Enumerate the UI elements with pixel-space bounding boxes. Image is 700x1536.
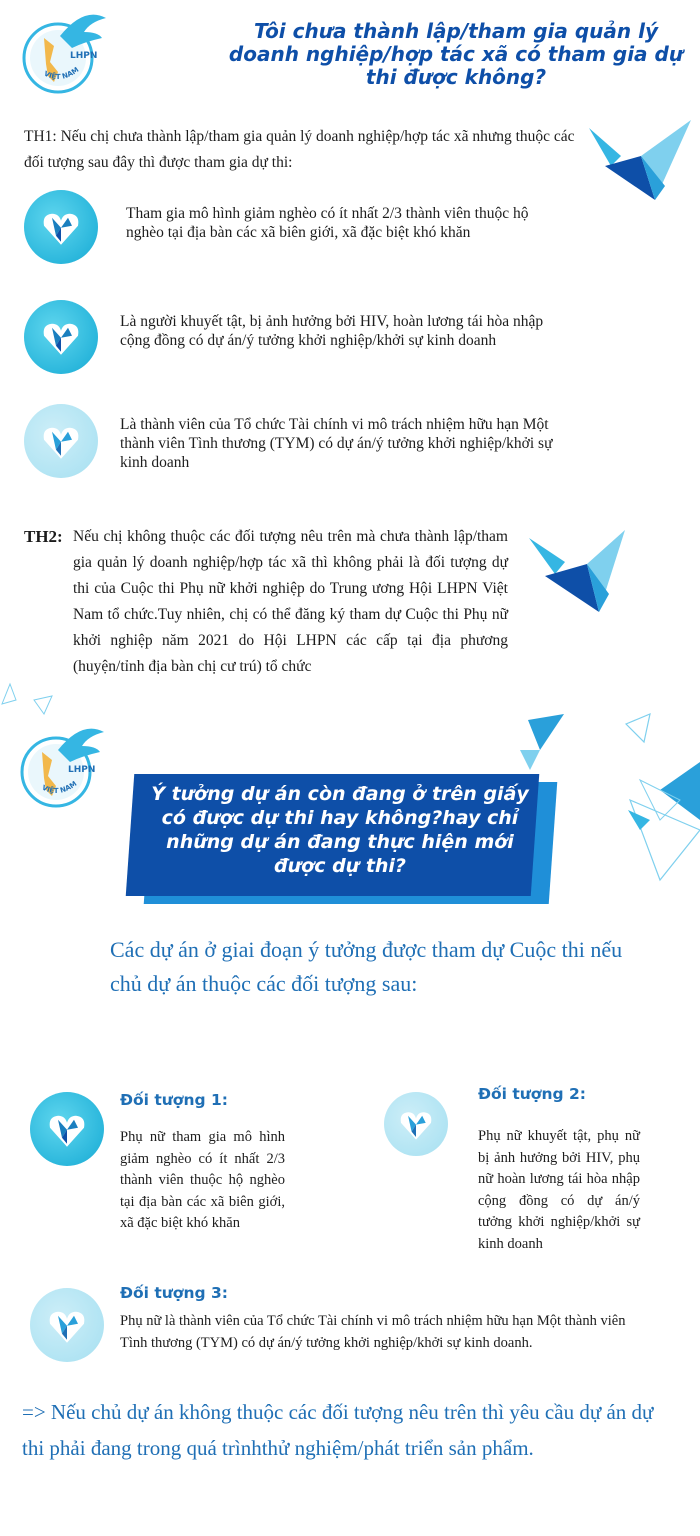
heart-badge-icon [24,404,98,478]
svg-text:LHPN: LHPN [68,765,96,775]
target-text: Phụ nữ là thành viên của Tổ chức Tài chính vi mô trách nhiệm hữu hạn Một thành viên Tình thương (TYM) có dự án/ý tưởng khởi nghiệp/khởi sự kinh doanh. [120,1313,626,1351]
target-text: Phụ nữ tham gia mô hình giảm nghèo có ít nhất 2/3 thành viên thuộc hộ nghèo tại địa bàn các xã biên giới, xã đặc biệt khó khăn [120,1129,285,1231]
heart-badge-icon [30,1092,104,1166]
list-item: Là thành viên của Tổ chức Tài chính vi mô trách nhiệm hữu hạn Một thành viên Tình thương (TYM) có dự án/ý tưởng khởi nghiệp/khởi sự kinh doanh [120,416,553,471]
lhpn-logo [12,720,108,816]
banner-line: có được dự thi hay không?hay chỉ [161,807,519,829]
target-title: Đối tượng 3: [120,1284,228,1302]
target-title: Đối tượng 1: [120,1091,228,1109]
list-item: Tham gia mô hình giảm nghèo có ít nhất 2/3 thành viên thuộc hộ nghèo tại địa bàn các xã biên giới, xã đặc biệt khó khăn [126,205,529,241]
th1-paragraph: TH1: Nếu chị chưa thành lập/tham gia quản lý doanh nghiệp/hợp tác xã nhưng thuộc các đối tượng sau đây thì được tham gia dự thi: [24,128,575,171]
th2-paragraph: Nếu chị không thuộc các đối tượng nêu trên mà chưa thành lập/tham gia quản lý doanh nghiệp/hợp tác xã thì không phải là đối tượng dự thi của Cuộc thi Phụ nữ khởi nghiệp do Trung ương Hội LHPN Việt Nam tổ chức.Tuy nhiên, chị có thể đăng ký tham dự Cuộc thi Phụ nữ khởi nghiệp năm 2021 do Hội LHPN các cấp tại địa phương (huyện/tỉnh địa bàn chị cư trú) tổ chức [73,528,508,675]
list-item: Là người khuyết tật, bị ảnh hưởng bởi HIV, hoàn lương tái hòa nhập cộng đồng có dự án/ý tưởng khởi nghiệp/khởi sự kinh doanh [120,313,544,349]
target-text: Phụ nữ khuyết tật, phụ nữ bị ảnh hưởng bởi HIV, phụ nữ hoàn lương tái hòa nhập cộng đồng có dự án/ý tưởng khởi nghiệp/khởi sự kinh doanh [478,1128,640,1252]
origami-bird-icon [525,528,635,618]
banner-line: Ý tưởng dự án còn đang ở trên giấy [151,783,529,805]
question-banner [130,774,550,906]
lhpn-logo [14,6,110,102]
heart-badge-icon [24,300,98,374]
heart-badge-icon [24,190,98,264]
banner-line: được dự thi? [274,855,406,877]
th2-label: TH2: [24,527,63,546]
banner-heading [130,782,550,878]
page-title: Tôi chưa thành lập/tham gia quản lý doanh nghiệp/hợp tác xã có tham gia dự thi được không? [228,19,684,89]
origami-bird-icon [585,116,695,206]
svg-text:VIỆT NAM: VIỆT NAM [42,65,81,82]
conclusion-paragraph: => Nếu chủ dự án không thuộc các đối tượng nêu trên thì yêu cầu dự án dự thi phải đang trong quá trìnhthử nghiệm/phát triển sản phẩm. [22,1400,654,1460]
intro-paragraph: Các dự án ở giai đoạn ý tưởng được tham dự Cuộc thi nếu chủ dự án thuộc các đối tượng sau: [110,937,623,996]
svg-text:LHPN: LHPN [70,51,98,61]
svg-text:VIỆT NAM: VIỆT NAM [40,779,79,796]
banner-line: những dự án đang thực hiện mới [166,831,514,853]
heart-badge-icon [30,1288,104,1362]
target-title: Đối tượng 2: [478,1085,586,1103]
heart-badge-icon [384,1092,448,1156]
